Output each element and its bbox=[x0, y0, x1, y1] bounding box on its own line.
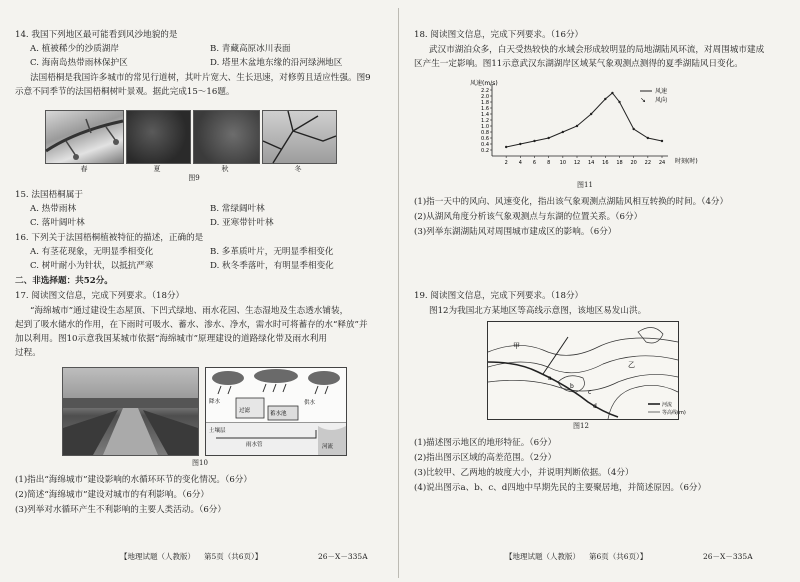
q19-sub4: (4)说出图示a、b、c、d四地中早期先民的主要聚居地，并简述原因。（6分） bbox=[414, 483, 707, 493]
q18-sub3: (3)列举东湖湖陆风对周围城市建成区的影响。（6分） bbox=[414, 227, 617, 237]
y-tick-label: 1.6 bbox=[481, 106, 489, 112]
fig9-caption: 图9 bbox=[188, 174, 200, 182]
photo-autumn bbox=[193, 110, 260, 164]
footer-right-code: 26－X－335A bbox=[703, 552, 753, 561]
fig11-caption: 图11 bbox=[577, 181, 593, 189]
q16-option-b: B. 多革质叶片，无明显季相变化 bbox=[210, 247, 334, 257]
cloud-left-shape bbox=[212, 371, 244, 385]
label-jia: 甲 bbox=[513, 342, 520, 350]
chart-legend bbox=[640, 87, 667, 104]
x-tick-label: 24 bbox=[658, 160, 666, 166]
y-tick-label: 1.4 bbox=[481, 112, 489, 118]
label-soil: 土壤层 bbox=[209, 428, 226, 434]
q14-option-c: C. 海南岛热带雨林保护区 bbox=[30, 58, 128, 68]
label-rain: 降水 bbox=[209, 399, 221, 405]
q17-sub1: (1)指出“海绵城市”建设影响的水循环环节的变化情况。（6分） bbox=[15, 475, 252, 485]
fig10-diagram bbox=[205, 367, 347, 456]
y-tick-label: 1.0 bbox=[481, 124, 489, 130]
chart-ylabel: 风速(m/s) bbox=[470, 80, 498, 87]
data-point bbox=[604, 98, 606, 100]
q15-option-c: C. 落叶阔叶林 bbox=[30, 218, 85, 228]
data-point bbox=[562, 131, 564, 133]
rain-lines bbox=[218, 384, 328, 394]
branch-illustration bbox=[46, 111, 123, 163]
label-yi: 乙 bbox=[628, 361, 635, 369]
label-a: a bbox=[548, 375, 552, 382]
photo-summer bbox=[126, 110, 191, 164]
q17-para1: “海绵城市”通过建设生态屋顶、下凹式绿地、雨水花园、生态湿地及生态透水铺装， bbox=[30, 306, 349, 316]
q15-stem: 15. 法国梧桐属于 bbox=[15, 190, 83, 200]
data-point bbox=[519, 143, 521, 145]
q18-stem: 18. 阅读图文信息，完成下列要求。（16分） bbox=[414, 30, 584, 40]
data-point bbox=[533, 140, 535, 142]
q14-option-a: A. 植被稀少的沙质湖岸 bbox=[30, 44, 120, 54]
x-tick-label: 18 bbox=[616, 160, 623, 166]
fig12-caption: 图12 bbox=[573, 422, 589, 430]
bare-branches-illustration bbox=[263, 111, 336, 163]
x-tick-label: 2 bbox=[504, 160, 508, 166]
legend-direction-arrow: ↘ bbox=[640, 96, 646, 104]
footer-left-page: 第5页（共6页）】 bbox=[204, 552, 263, 561]
q14-option-d: D. 塔里木盆地东缘的沿河绿洲地区 bbox=[210, 58, 343, 68]
q14-option-b: B. 青藏高原冰川表面 bbox=[210, 44, 291, 54]
footer-left-code: 26－X－335A bbox=[318, 552, 368, 561]
section-2-heading: 二、非选择题：共52分。 bbox=[15, 276, 113, 286]
y-tick-label: 1.8 bbox=[481, 100, 489, 106]
q19-sub2: (2)指出图示区域的高差范围。（2分） bbox=[414, 453, 557, 463]
q15-option-b: B. 常绿阔叶林 bbox=[210, 204, 265, 214]
page-divider bbox=[398, 8, 399, 578]
footer-right-page: 第6页（共6页）】 bbox=[589, 552, 648, 561]
y-tick-label: 0.2 bbox=[481, 148, 489, 154]
label-filter: 过滤 bbox=[239, 408, 251, 414]
q16-stem: 16. 下列关于法国梧桐植被特征的描述，正确的是 bbox=[15, 233, 204, 243]
fig10-caption: 图10 bbox=[192, 459, 208, 467]
data-point bbox=[647, 137, 649, 139]
fig10-photo bbox=[62, 367, 199, 456]
label-c: c bbox=[588, 389, 592, 396]
season-label-spring: 春 bbox=[80, 165, 88, 173]
q16-option-a: A. 有茎花现象，无明显季相变化 bbox=[30, 247, 154, 257]
q19-sub3: (3)比较甲、乙两地的坡度大小，并说明判断依据。（4分） bbox=[414, 468, 634, 478]
data-point bbox=[632, 128, 634, 130]
legend-river-label: 河流 bbox=[662, 402, 673, 408]
x-tick-label: 4 bbox=[518, 160, 522, 166]
label-d: d bbox=[593, 403, 597, 410]
q19-sub1: (1)描述图示地区的地形特征。（6分） bbox=[414, 438, 557, 448]
q17-para3: 加以利用。图10示意我国某城市依据“海绵城市”原理建设的道路绿化带及雨水利用 bbox=[15, 334, 327, 344]
x-tick-label: 16 bbox=[602, 160, 609, 166]
q19-para1: 图12为我国北方某地区等高线示意图，该地区易发山洪。 bbox=[429, 306, 647, 316]
label-pipe: 雨水管 bbox=[246, 442, 263, 448]
legend-direction-label: 风向 bbox=[655, 97, 668, 104]
x-tick-label: 12 bbox=[573, 160, 581, 166]
chart-xlabel: 时刻(时) bbox=[675, 158, 698, 165]
q18-sub2: (2)从湖风角度分析该气象观测点与东湖的位置关系。（6分） bbox=[414, 212, 643, 222]
q15-option-d: D. 亚寒带针叶林 bbox=[210, 218, 274, 228]
label-river: 河流 bbox=[322, 444, 334, 450]
intro-15-16-line1: 法国梧桐是我国许多城市的常见行道树，其叶片宽大、生长迅速，对修剪且适应性强。图9 bbox=[30, 73, 371, 83]
y-tick-label: 1.2 bbox=[481, 118, 489, 124]
data-point bbox=[505, 146, 507, 148]
data-point bbox=[611, 92, 613, 94]
data-point bbox=[576, 125, 578, 127]
photo-winter bbox=[262, 110, 337, 164]
river-path bbox=[488, 362, 618, 417]
x-tick-label: 10 bbox=[559, 160, 567, 166]
q16-option-c: C. 树叶耐小为针状，以抵抗严寒 bbox=[30, 261, 154, 271]
x-tick-label: 22 bbox=[644, 160, 652, 166]
season-label-summer: 夏 bbox=[153, 165, 161, 173]
contour-map-svg bbox=[488, 322, 686, 419]
x-tick-label: 20 bbox=[630, 160, 637, 166]
q18-sub1: (1)指一天中的风向、风速变化，指出该气象观测点湖陆风相互转换的时间。（4分） bbox=[414, 197, 729, 207]
x-tick-label: 8 bbox=[547, 160, 551, 166]
right-page bbox=[400, 0, 800, 582]
river-shape bbox=[318, 426, 346, 455]
road-illustration bbox=[63, 368, 198, 455]
label-tank: 蓄水池 bbox=[270, 411, 287, 417]
data-point bbox=[547, 137, 549, 139]
cloud-right-shape bbox=[308, 371, 340, 385]
q15-option-a: A. 热带雨林 bbox=[30, 204, 77, 214]
season-label-autumn: 秋 bbox=[221, 165, 229, 173]
q17-sub2: (2)简述“海绵城市”建设对城市的有利影响。（6分） bbox=[15, 490, 210, 500]
label-supply: 供水 bbox=[304, 400, 316, 406]
q17-sub3: (3)列举对水循环产生不利影响的主要人类活动。（6分） bbox=[15, 505, 226, 515]
rainwater-diagram-svg bbox=[206, 368, 346, 455]
q16-option-d: D. 秋冬季落叶，有明显季相变化 bbox=[210, 261, 334, 271]
q17-para4: 过程。 bbox=[15, 348, 41, 358]
data-point bbox=[590, 113, 592, 115]
q18-para2: 区产生一定影响。图11示意武汉东湖湖岸区域某气象观测点测得的夏季湖陆风日变化。 bbox=[414, 59, 743, 69]
series-line-wind-speed bbox=[506, 93, 662, 147]
y-tick-label: 2.2 bbox=[481, 88, 489, 94]
q17-para2: 起到了吸水储水的作用，在下雨时可吸水、蓄水、渗水、净水，需水时可将蓄存的水“释放”并 bbox=[15, 320, 368, 330]
legend-speed-label: 风速 bbox=[655, 88, 668, 95]
y-tick-label: 0.4 bbox=[481, 142, 489, 148]
intro-15-16-line2: 示意不同季节的法国梧桐树叶景观。据此完成15～16题。 bbox=[15, 87, 235, 97]
y-tick-label: 0.6 bbox=[481, 136, 489, 142]
y-tick-label: 2.0 bbox=[481, 94, 489, 100]
y-tick-label: 0.8 bbox=[481, 130, 489, 136]
data-point bbox=[661, 140, 663, 142]
q17-stem: 17. 阅读图文信息，完成下列要求。（18分） bbox=[15, 291, 185, 301]
footer-right-title: 【地理试题（人教版） bbox=[505, 552, 580, 561]
contour-map bbox=[487, 321, 686, 420]
season-label-winter: 冬 bbox=[294, 165, 302, 173]
x-tick-label: 14 bbox=[587, 160, 595, 166]
q19-stem: 19. 阅读图文信息，完成下列要求。（18分） bbox=[414, 291, 584, 301]
wind-chart bbox=[470, 78, 720, 178]
label-b: b bbox=[570, 383, 574, 390]
q14-stem: 14. 我国下列地区最可能看到风沙地貌的是 bbox=[15, 30, 178, 40]
data-point bbox=[618, 101, 620, 103]
cloud-middle-shape bbox=[254, 369, 298, 383]
photo-spring bbox=[45, 110, 124, 164]
x-tick-label: 6 bbox=[532, 160, 537, 166]
q18-para1: 武汉市湖泊众多，白天受热较快的水域会形成较明显的局地湖陆风环流，对周围城市建成 bbox=[429, 45, 765, 55]
legend-contour-label: 等高线(m) bbox=[662, 410, 686, 416]
footer-left-title: 【地理试题（人教版） bbox=[120, 552, 195, 561]
